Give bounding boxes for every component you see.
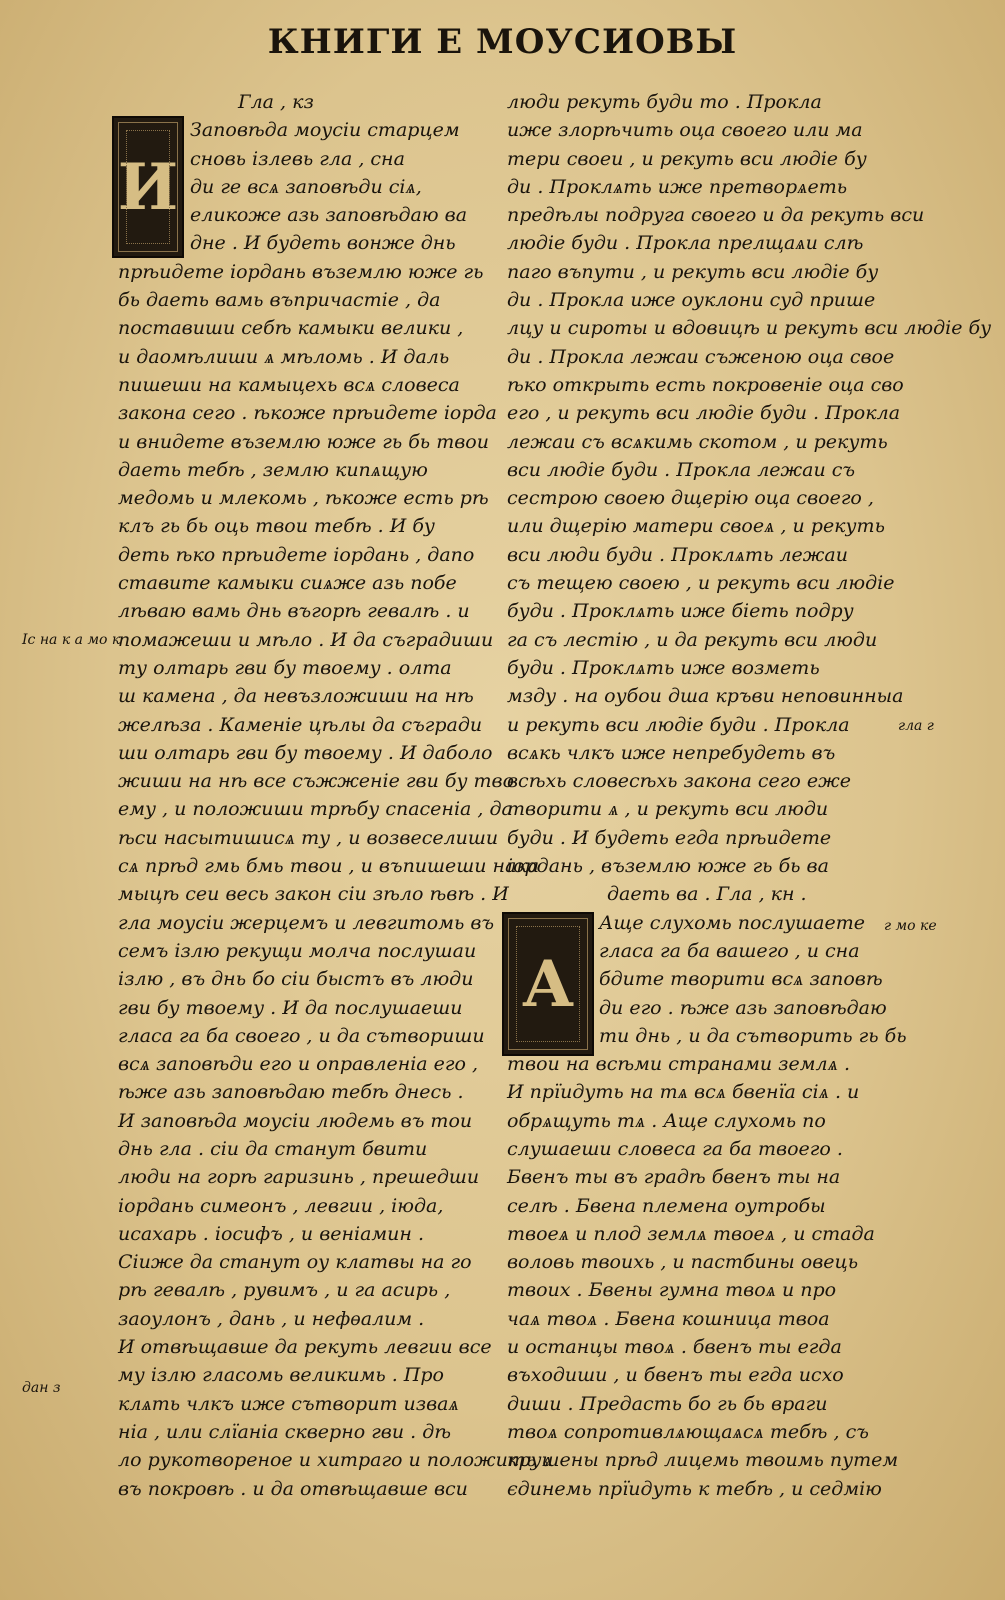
text-line: иже злорѣчить оца своего или ма bbox=[507, 119, 863, 142]
text-line: И отвѣщавше да рекуть левгии все bbox=[118, 1336, 492, 1359]
text-line: съ тещею своею , и рекуть вси людіе bbox=[507, 572, 895, 595]
text-line: ѣко открыть есть покровеніе оца сво bbox=[507, 373, 904, 396]
text-line: сестрою своею дщерію оца своего , bbox=[507, 487, 874, 510]
text-line: Сіиже да станут оу клатвы на го bbox=[118, 1251, 472, 1274]
text-line: и останцы твоѧ . бвенъ ты егда bbox=[507, 1336, 842, 1359]
text-line: помажеши и мѣло . И да съградиши bbox=[118, 628, 494, 651]
text-line: лѣваю вамь днь въгорѣ гевалѣ . и bbox=[118, 600, 470, 623]
text-line: и внидете въземлю юже гь бь твои bbox=[118, 430, 489, 453]
text-line: людіе буди . Прокла прелщаѧи слѣ bbox=[507, 232, 864, 255]
text-line: диши . Предасть бо гь бь враги bbox=[507, 1392, 828, 1415]
margin-note: дан з bbox=[22, 1380, 61, 1396]
text-line: и даомѣлиши ѧ мѣломь . И даль bbox=[118, 345, 450, 368]
text-line: люди рекуть буди то . Прокла bbox=[507, 91, 822, 113]
ornamental-initial-left: И bbox=[112, 116, 184, 258]
margin-note: гла г bbox=[898, 718, 934, 734]
text-line: всѧкь члкъ иже непребудеть въ bbox=[507, 741, 836, 764]
text-line: єдинемь прїидуть к тебѣ , и седмію bbox=[507, 1477, 882, 1500]
ornamental-initial-right: А bbox=[502, 912, 594, 1056]
text-line: или дщерію матери своеѧ , и рекуть bbox=[507, 515, 885, 538]
text-line: предѣлы подруга своего и да рекуть вси bbox=[507, 204, 925, 227]
text-line: лцу и сироты и вдовицѣ и рекуть вси людіе бу bbox=[507, 317, 992, 340]
text-line: Гла , кз bbox=[238, 91, 314, 113]
text-line: паго въпути , и рекуть вси людіе бу bbox=[507, 260, 879, 283]
text-line: му ізлю гласомь великимь . Про bbox=[118, 1364, 444, 1387]
text-line: всѧ заповѣди его и оправленіа его , bbox=[118, 1053, 479, 1076]
text-line: рѣ гевалѣ , рувимъ , и га асирь , bbox=[118, 1279, 451, 1302]
text-line: люди на горѣ гаризинь , прешедши bbox=[118, 1166, 480, 1189]
text-line: га съ лестію , и да рекуть вси люди bbox=[507, 628, 878, 651]
text-line: ти днь , и да сътворить гь бь bbox=[599, 1024, 907, 1047]
text-line: поставиши себѣ камыки велики , bbox=[118, 317, 464, 340]
text-line: сѧ прѣд гмь бмь твои , и въпишеши нака bbox=[118, 855, 540, 878]
text-line: Аще слухомь послушаете bbox=[599, 911, 866, 934]
text-line: ізлю , въ днь бо сіи быстъ въ люди bbox=[118, 968, 474, 991]
text-line: твоеѧ и плод землѧ твоеѧ , и стада bbox=[507, 1222, 875, 1245]
text-line: ди . Проклѧть иже претворѧеть bbox=[507, 175, 848, 198]
text-line: въ покровѣ . и да отвѣщавше вси bbox=[118, 1477, 468, 1500]
text-line: лежаи съ всѧкимь скотом , и рекуть bbox=[507, 430, 888, 453]
text-line: твои на всѣми странами землѧ . bbox=[507, 1053, 851, 1076]
text-line: ди ге всѧ заповѣди сіѧ, bbox=[190, 175, 422, 198]
text-line: исахарь . іосифъ , и веніамин . bbox=[118, 1222, 425, 1245]
text-line: ѣси насытишисѧ ту , и возвеселиши bbox=[118, 826, 499, 849]
text-line: твоѧ сопротивлѧющаѧсѧ тебѣ , съ bbox=[507, 1420, 869, 1443]
text-line: Бвенъ ты въ градѣ бвенъ ты на bbox=[507, 1166, 841, 1189]
text-line: И прїидуть на тѧ всѧ бвенїа сіѧ . и bbox=[507, 1081, 860, 1104]
left-text-column bbox=[118, 88, 553, 1503]
text-line: всѣхь словесѣхь закона сего еже bbox=[507, 770, 851, 793]
text-line: мзду . на оубои дша кръви неповинныа bbox=[507, 685, 904, 708]
text-line: гласа га ба вашего , и сна bbox=[599, 939, 860, 962]
text-line: сновь ізлевь гла , сна bbox=[190, 147, 405, 170]
text-line: прѣидете іордань въземлю юже гь bbox=[118, 260, 484, 283]
page-title: КНИГИ Е МОУСИОВЫ bbox=[267, 22, 738, 62]
text-line: и рекуть вси людіе буди . Прокла bbox=[507, 713, 850, 736]
text-line: вси людіе буди . Прокла лежаи съ bbox=[507, 458, 856, 481]
text-line: клѧть члкъ иже сътворит изваѧ bbox=[118, 1392, 459, 1415]
text-line: И заповѣда моусіи людемь въ тои bbox=[118, 1109, 473, 1132]
text-line: обрѧщуть тѧ . Аще слухомь по bbox=[507, 1109, 826, 1132]
text-line: ди его . ѣже азь заповѣдаю bbox=[599, 996, 887, 1019]
text-line: чаѧ твоѧ . Бвена кошница твоа bbox=[507, 1307, 830, 1330]
margin-note: Іс на к а мо к bbox=[22, 632, 121, 648]
text-line: ш камена , да невъзложиши на нѣ bbox=[118, 685, 474, 708]
text-line: ѣже азь заповѣдаю тебѣ днесь . bbox=[118, 1081, 464, 1104]
text-line: жиши на нѣ все съжженіе гви бу тво bbox=[118, 770, 515, 793]
text-line: творити ѧ , и рекуть вси люди bbox=[507, 798, 829, 821]
text-line: гласа га ба своего , и да сътвориши bbox=[118, 1024, 485, 1047]
text-line: іордань симеонъ , левгии , іюда, bbox=[118, 1194, 444, 1217]
text-line: буди . Проклѧть иже біеть подру bbox=[507, 600, 854, 623]
text-line: семъ ізлю рекущи молча послушаи bbox=[118, 939, 477, 962]
text-line: дне . И будеть вонже днь bbox=[190, 232, 456, 255]
text-line: его , и рекуть вси людіе буди . Прокла bbox=[507, 402, 901, 425]
text-line: даеть ва . Гла , кн . bbox=[607, 883, 807, 906]
text-line: ту олтарь гви бу твоему . олта bbox=[118, 656, 452, 679]
text-line: мыцѣ сеи весь закон сіи зѣло ѣвѣ . И bbox=[118, 883, 509, 906]
text-line: бдите творити всѧ заповѣ bbox=[599, 968, 883, 991]
text-line: ніа , или слїаніа скверно гви . дѣ bbox=[118, 1420, 452, 1443]
text-line: бь даеть вамь въпричастіе , да bbox=[118, 289, 441, 312]
text-line: клъ гь бь оць твои тебѣ . И бу bbox=[118, 515, 435, 538]
text-line: закона сего . ѣкоже прѣидете іорда bbox=[118, 402, 497, 425]
text-line: заоулонъ , дань , и нефѳалим . bbox=[118, 1307, 425, 1330]
text-line: тери своеи , и рекуть вси людіе бу bbox=[507, 147, 867, 170]
text-line: еликоже азь заповѣдаю ва bbox=[190, 204, 468, 227]
margin-note: г мо ке bbox=[884, 918, 937, 934]
text-line: воловь твоихь , и пастбины овець bbox=[507, 1251, 859, 1274]
text-line: буди . Проклѧть иже возметь bbox=[507, 656, 820, 679]
text-line: ши олтарь гви бу твоему . И даболо bbox=[118, 741, 493, 764]
text-line: ло рукотвореное и хитраго и положить ѧ bbox=[118, 1449, 553, 1472]
text-line: днь гла . сіи да станут бвити bbox=[118, 1137, 428, 1160]
text-line: вси люди буди . Проклѧть лежаи bbox=[507, 543, 848, 566]
text-line: ди . Прокла лежаи съженою оца свое bbox=[507, 345, 895, 368]
text-line: въходиши , и бвенъ ты егда исхо bbox=[507, 1364, 844, 1387]
text-line: гла моусіи жерцемъ и левгитомь въ bbox=[118, 911, 495, 934]
text-line: селѣ . Бвена племена оутробы bbox=[507, 1194, 826, 1217]
text-line: ему , и положиши трѣбу спасеніа , да bbox=[118, 798, 513, 821]
text-line: деть ѣко прѣидете іордань , дапо bbox=[118, 543, 475, 566]
text-line: гви бу твоему . И да послушаеши bbox=[118, 996, 463, 1019]
text-line: даеть тебѣ , землю кипѧщую bbox=[118, 458, 428, 481]
text-line: ди . Прокла иже оуклони суд прише bbox=[507, 289, 876, 312]
text-line: Заповѣда моусіи старцем bbox=[190, 119, 460, 142]
text-line: буди . И будеть егда прѣидете bbox=[507, 826, 832, 849]
text-line: медомь и млекомь , ѣкоже есть рѣ bbox=[118, 487, 489, 510]
text-line: слушаеши словеса га ба твоего . bbox=[507, 1137, 843, 1160]
text-line: іордань , въземлю юже гь бь ва bbox=[507, 855, 829, 878]
text-line: ставите камыки сиѧже азь побе bbox=[118, 572, 457, 595]
text-line: твоих . Бвены гумна твоѧ и про bbox=[507, 1279, 837, 1302]
text-line: крушены прѣд лицемь твоимь путем bbox=[507, 1449, 899, 1472]
text-line: пишеши на камыцехь всѧ словеса bbox=[118, 373, 460, 396]
text-line: желѣза . Каменіе цѣлы да съгради bbox=[118, 713, 483, 736]
